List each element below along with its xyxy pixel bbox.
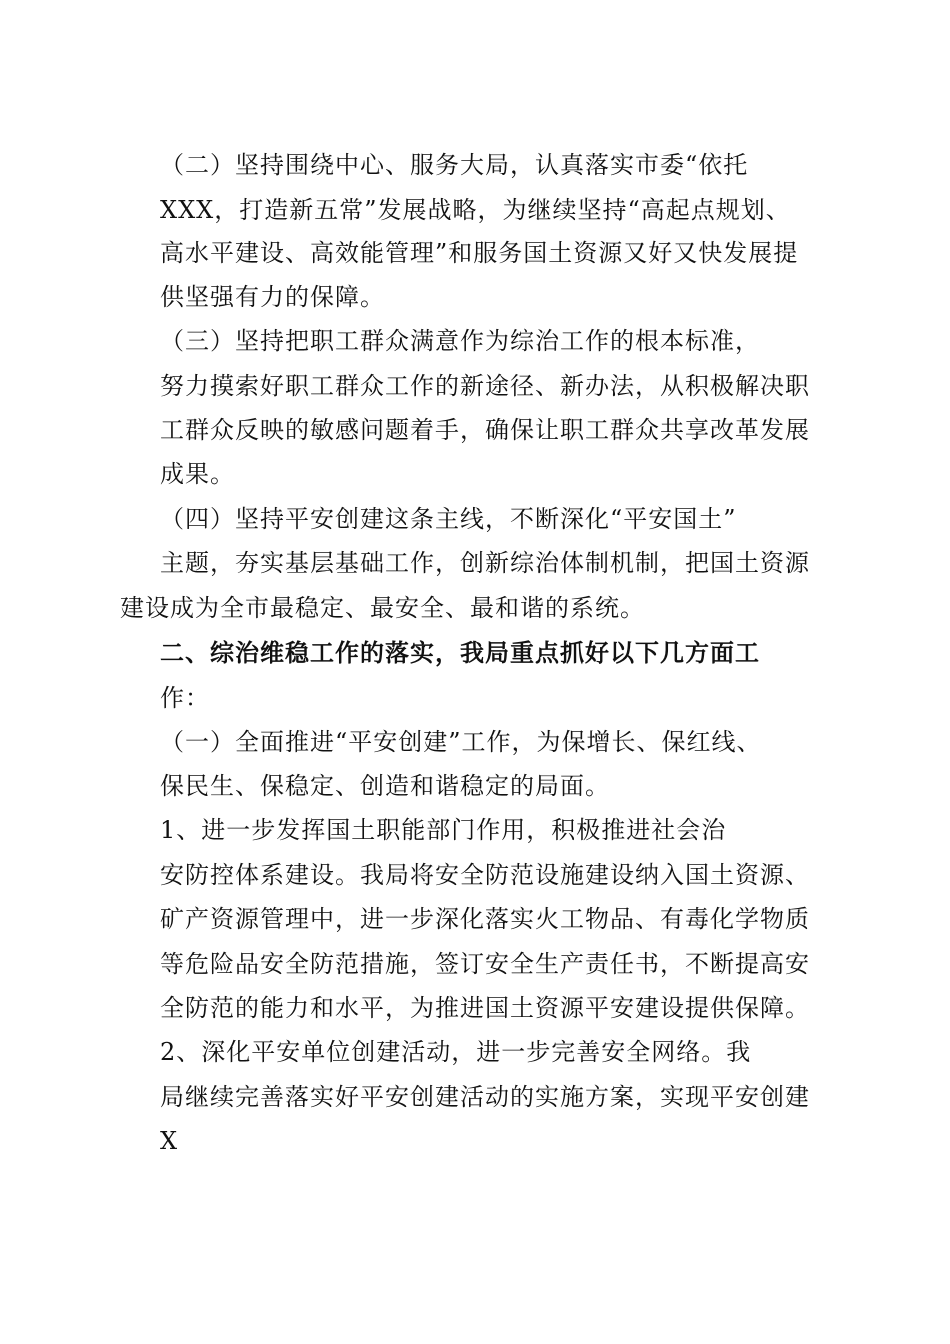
text-line: 高水平建设、高效能管理”和服务国土资源又好又快发展提 [160,239,799,267]
text-line: （三）坚持把职工群众满意作为综治工作的根本标准， [160,327,760,355]
text-line: 等危险品安全防范措施，签订安全生产责任书，不断提高安 [160,950,810,978]
text-line: 作： [160,684,210,712]
text-line: XXX，打造新五常”发展战略，为继续坚持“高起点规划、 [160,196,791,224]
text-line: 主题，夯实基层基础工作，创新综治体制机制，把国土资源 [160,549,810,577]
text-line: 建设成为全市最稳定、最安全、最和谐的系统。 [120,594,645,622]
text-line: 局继续完善落实好平安创建活动的实施方案，实现平安创建 [160,1083,810,1111]
text-line: 全防范的能力和水平，为推进国土资源平安建设提供保障。 [160,994,810,1022]
text-line: 工群众反映的敏感问题着手，确保让职工群众共享改革发展 [160,416,810,444]
section-heading: 二、综治维稳工作的落实，我局重点抓好以下几方面工 [160,638,760,667]
text-line: 成果。 [160,460,235,488]
text-line: 矿产资源管理中，进一步深化落实火工物品、有毒化学物质 [160,905,810,933]
text-line: 供坚强有力的保障。 [160,283,385,311]
text-line: （二）坚持围绕中心、服务大局，认真落实市委“依托 [160,151,749,179]
text-line: 1、进一步发挥国土职能部门作用，积极推进社会治 [160,816,727,844]
text-line: 安防控体系建设。我局将安全防范设施建设纳入国土资源、 [160,861,810,889]
text-line: X [160,1127,179,1155]
text-line: 2、深化平安单位创建活动，进一步完善安全网络。我 [160,1038,752,1066]
text-line: （四）坚持平安创建这条主线，不断深化“平安国土” [160,505,737,533]
text-line: 保民生、保稳定、创造和谐稳定的局面。 [160,772,610,800]
text-line: （一）全面推进“平安创建”工作，为保增长、保红线、 [160,728,762,756]
text-line: 努力摸索好职工群众工作的新途径、新办法，从积极解决职 [160,372,810,400]
